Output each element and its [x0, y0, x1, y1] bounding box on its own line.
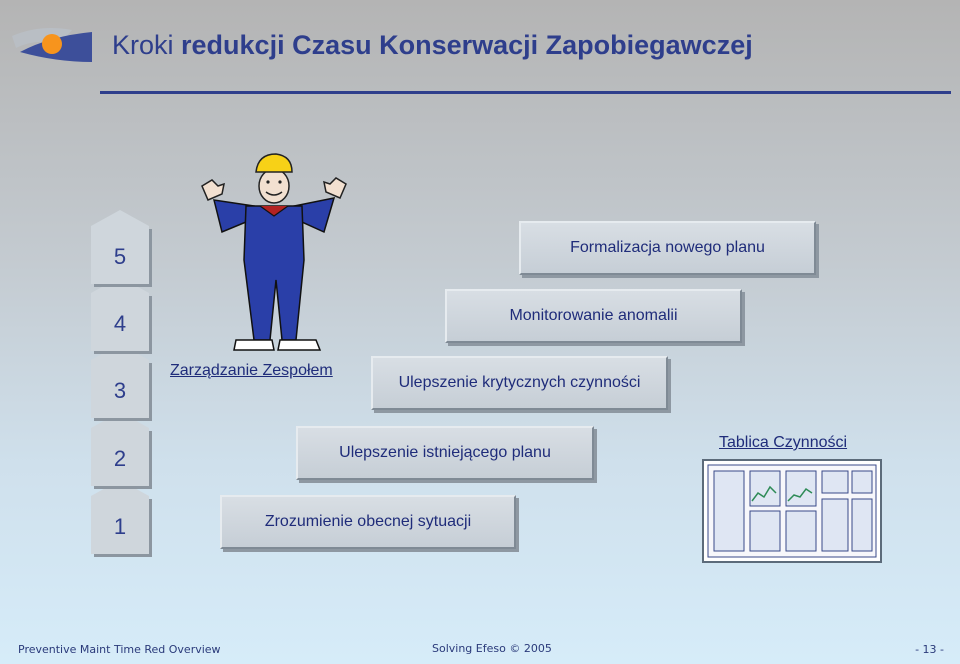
level-4-label: 4: [113, 311, 127, 336]
level-1-label: 1: [113, 514, 127, 539]
level-5: [91, 226, 149, 284]
level-5-label: 5: [113, 244, 127, 269]
title-main: redukcji Czasu Konserwacji Zapobiegawczej: [181, 30, 753, 60]
level-4: [91, 293, 149, 351]
footer-left: Preventive Maint Time Red Overview: [18, 643, 221, 656]
activity-board-label: Tablica Czynności: [719, 434, 848, 451]
team-management-label: Zarządzanie Zespołem: [170, 362, 333, 379]
step-1-box: Zrozumienie obecnej sytuacji: [220, 495, 516, 549]
step-4-box: Monitorowanie anomalii: [445, 289, 742, 343]
step-3-box: Ulepszenie krytycznych czynności: [371, 356, 668, 410]
page-title: [112, 30, 753, 61]
company-logo: [10, 22, 94, 68]
page-number: - 13 -: [915, 643, 944, 656]
activity-board-image: [702, 459, 882, 563]
step-2-box: Ulepszenie istniejącego planu: [296, 426, 594, 480]
level-1: [91, 496, 149, 554]
activity-board-graphic: [704, 461, 880, 561]
level-3-label: 3: [113, 378, 127, 403]
level-3: [91, 360, 149, 418]
step-5-box: Formalizacja nowego planu: [519, 221, 816, 275]
worker-illustration: [196, 150, 356, 360]
title-divider: [100, 91, 951, 94]
level-2-label: 2: [113, 446, 127, 471]
footer-center: Solving Efeso © 2005: [432, 642, 552, 655]
level-2: [91, 428, 149, 486]
title-prefix: Kroki: [112, 30, 182, 60]
